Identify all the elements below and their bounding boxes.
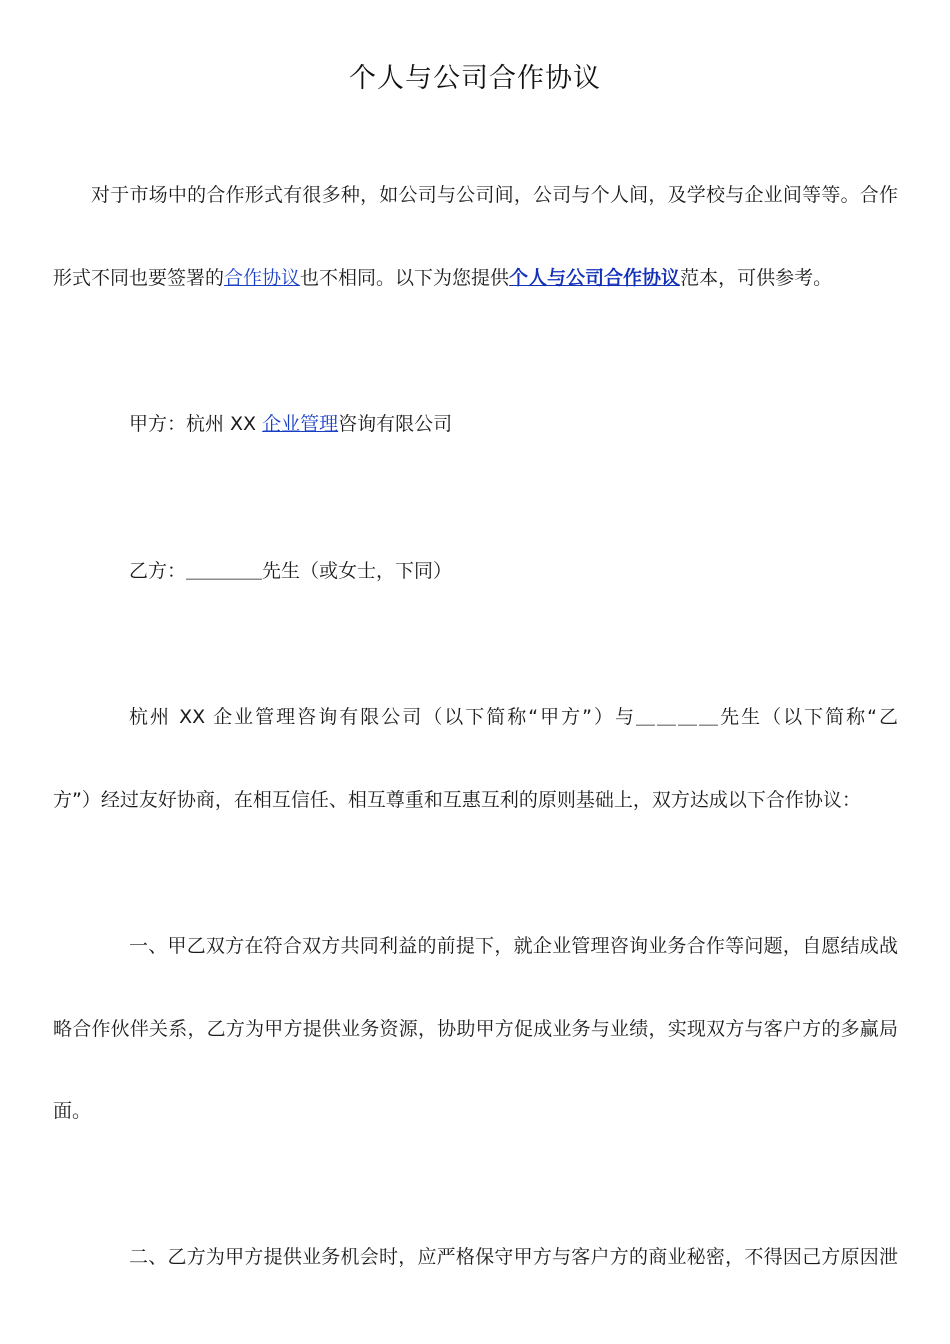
document-title: 个人与公司合作协议: [349, 63, 601, 94]
intro-text: 形式不同也要签署的: [53, 267, 225, 289]
clause-1-line-2: 略合作伙伴关系，乙方为甲方提供业务资源，协助甲方促成业务与业绩，实现双方与客户方的多赢局: [53, 1018, 898, 1040]
cooperation-agreement-link[interactable]: 合作协议: [224, 267, 301, 289]
enterprise-management-link[interactable]: 企业管理: [262, 413, 339, 435]
preamble-line-2: 方”）经过友好协商，在相互信任、相互尊重和互惠互利的原则基础上，双方达成以下合作协议：: [53, 789, 861, 811]
party-b-line: 乙方：＿＿＿＿先生（或女士，下同）: [129, 560, 453, 582]
party-a-prefix: 甲方：杭州 XX: [129, 413, 263, 435]
intro-line-2: [53, 266, 898, 290]
clause-2-line-1: 二、乙方为甲方提供业务机会时，应严格保守甲方与客户方的商业秘密，不得因己方原因泄: [129, 1246, 898, 1268]
preamble-line-1: 杭州 XX 企业管理咨询有限公司（以下简称“甲方”）与＿＿＿＿先生（以下简称“乙: [129, 706, 898, 728]
personal-company-agreement-link[interactable]: 个人与公司合作协议: [509, 267, 681, 289]
intro-line-1: 对于市场中的合作形式有很多种，如公司与公司间，公司与个人间，及学校与企业间等等。合作: [91, 184, 898, 206]
clause-1-line-3: 面。: [53, 1100, 92, 1122]
intro-text: 范本，可供参考。: [680, 267, 833, 289]
party-a-line: [129, 412, 898, 436]
clause-1-line-1: 一、甲乙双方在符合双方共同利益的前提下，就企业管理咨询业务合作等问题，自愿结成战: [129, 935, 898, 957]
intro-text: 也不相同。以下为您提供: [300, 267, 510, 289]
party-a-suffix: 咨询有限公司: [338, 413, 453, 435]
